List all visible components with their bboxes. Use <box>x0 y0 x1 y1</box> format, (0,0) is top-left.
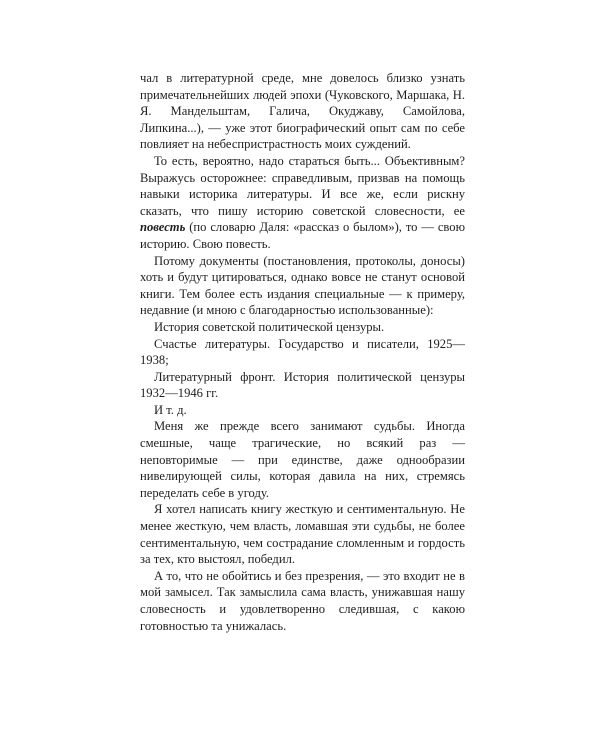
list-item-censorship-history: История советской политической цензуры. <box>154 319 385 334</box>
paragraph-objectivity-after: (по словарю Даля: «рассказ о былом»), то — свою историю. Свою повесть. <box>140 220 465 251</box>
body-text <box>140 70 465 634</box>
paragraph-contempt: А то, что не обойтись и без презрения, — это входит не в мой замысел. Так замыслила сама власть, унижавшая нашу словесность и удовлетворенно следившая, с какою готовностью та унижалась. <box>140 568 465 633</box>
list-item-etc: И т. д. <box>154 402 187 417</box>
paragraph-objectivity <box>140 153 465 253</box>
emphasized-word: повесть <box>140 220 186 235</box>
paragraph-fates: Меня же прежде всего занимают судьбы. Иногда смешные, чаще трагические, но всякий раз — неповторимые — при единстве, даже однообразии нивелирующей силы, которая давила на них, стремясь переделать себе в угоду. <box>140 419 465 500</box>
list-item-happiness-of-literature: Счастье литературы. Государство и писатели, 1925—1938; <box>140 336 465 368</box>
paragraph-documents: Потому документы (постановления, протоколы, доносы) хоть и будут цитироваться, однако вовсе не станут основой книги. Тем более есть издания специальные — к примеру, недавние (и мною с благодарностью использованные): <box>140 253 465 318</box>
list-item-literary-front: Литературный фронт. История политической цензуры 1932—1946 гг. <box>140 369 465 401</box>
paragraph-continuation: чал в литературной среде, мне довелось близко узнать примечательнейших людей эпохи (Чуковского, Маршака, Н. Я. Мандельштам, Галича, Окуджаву, Самойлова, Липкина...), — уже этот биографический опыт сам по себе повлияет на небеспристрастность моих суждений. <box>140 71 465 152</box>
paragraph-objectivity-before: То есть, вероятно, надо стараться быть... Объективным? Выражусь осторожнее: справедливым, призвав на помощь навыки историка литературы. И все же, если рискну сказать, что пишу историю советской словесности, ее <box>140 153 465 218</box>
paragraph-book-intent: Я хотел написать книгу жесткую и сентиментальную. Не менее жесткую, чем власть, ломавшая эти судьбы, не более сентиментальную, чем сострадание сломленным и гордость за тех, кто выстоял, победил. <box>140 502 465 567</box>
